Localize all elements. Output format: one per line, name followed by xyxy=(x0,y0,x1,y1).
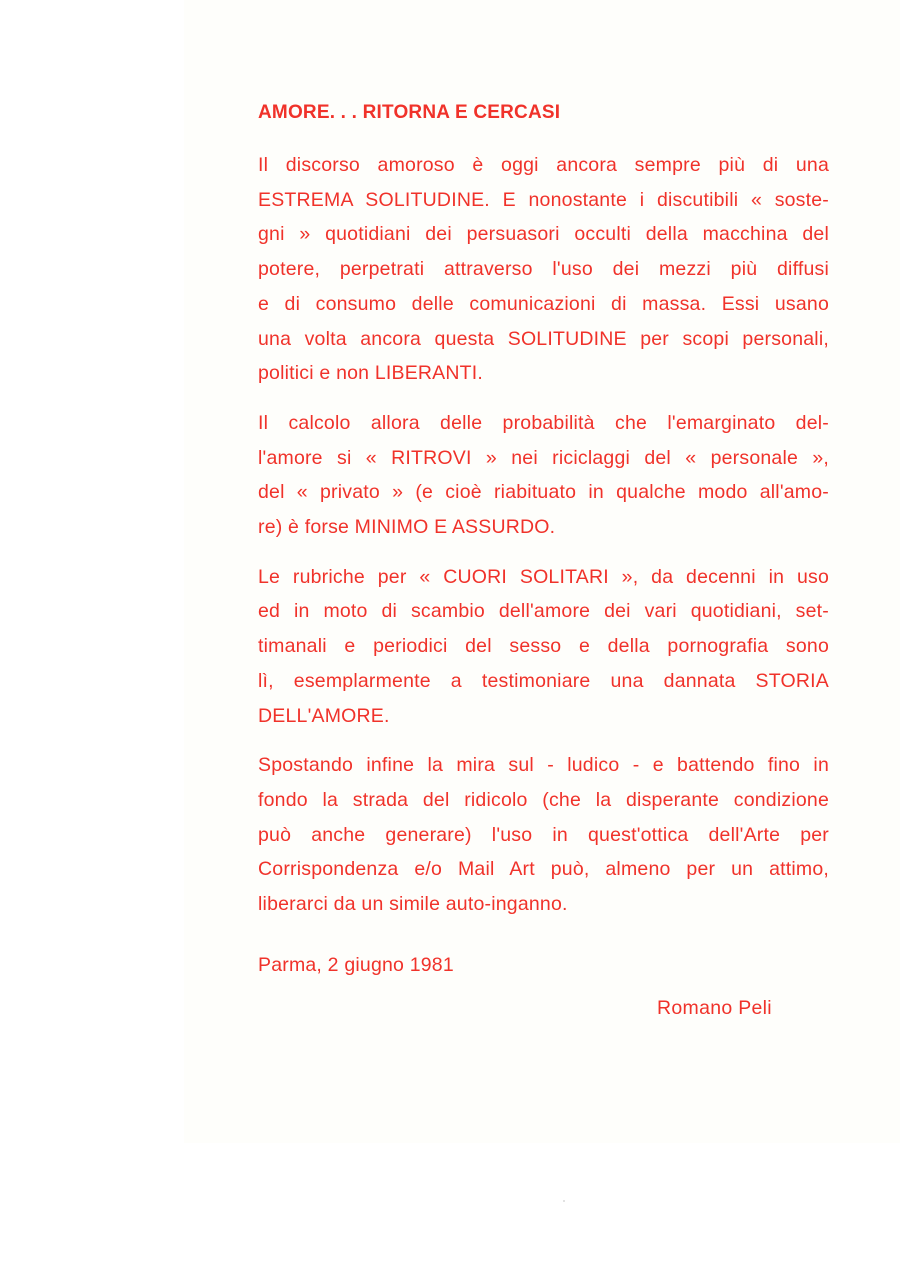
paragraph-1 xyxy=(258,148,829,391)
text-line: lì, esemplarmente a testimoniare una dannata STORIA xyxy=(258,669,829,692)
paragraph-2 xyxy=(258,406,829,545)
text-line: e di consumo delle comunicazioni di massa. Essi usano xyxy=(258,292,829,315)
paper-speck xyxy=(563,1200,565,1202)
text-line: DELL'AMORE. xyxy=(258,704,390,727)
letter-body xyxy=(258,94,829,982)
text-line: fondo la strada del ridicolo (che la disperante condizione xyxy=(258,788,829,811)
text-line: del « privato » (e cioè riabituato in qualche modo all'amo- xyxy=(258,481,829,504)
text-line: timanali e periodici del sesso e della pornografia sono xyxy=(258,635,829,658)
signature: Romano Peli xyxy=(657,997,772,1019)
text-line: liberarci da un simile auto-inganno. xyxy=(258,893,568,916)
text-line: politici e non LIBERANTI. xyxy=(258,362,484,385)
paragraph-3 xyxy=(258,560,829,734)
date-line: Parma, 2 giugno 1981 xyxy=(258,953,454,976)
text-line: potere, perpetrati attraverso l'uso dei mezzi più diffusi xyxy=(258,258,829,281)
text-line: una volta ancora questa SOLITUDINE per scopi personali, xyxy=(258,327,829,350)
text-line: Il discorso amoroso è oggi ancora sempre più di una xyxy=(258,154,829,176)
text-line: Spostando infine la mira sul - ludico - e battendo fino in xyxy=(258,754,829,777)
paragraph-4 xyxy=(258,748,829,922)
text-line: Le rubriche per « CUORI SOLITARI », da decenni in uso xyxy=(258,565,829,588)
text-line: l'amore si « RITROVI » nei riciclaggi del « personale », xyxy=(258,446,829,469)
text-line: può anche generare) l'uso in quest'ottica dell'Arte per xyxy=(258,823,829,846)
text-line: re) è forse MINIMO E ASSURDO. xyxy=(258,516,556,539)
text-line: ESTREMA SOLITUDINE. E nonostante i discutibili « soste- xyxy=(258,188,829,211)
document-title: AMORE. . . RITORNA E CERCASI xyxy=(258,102,561,123)
text-line: ed in moto di scambio dell'amore dei vari quotidiani, set- xyxy=(258,600,829,623)
text-line: gni » quotidiani dei persuasori occulti della macchina del xyxy=(258,223,829,246)
text-line: Corrispondenza e/o Mail Art può, almeno per un attimo, xyxy=(258,858,829,881)
text-line: Il calcolo allora delle probabilità che l'emarginato del- xyxy=(258,411,829,434)
